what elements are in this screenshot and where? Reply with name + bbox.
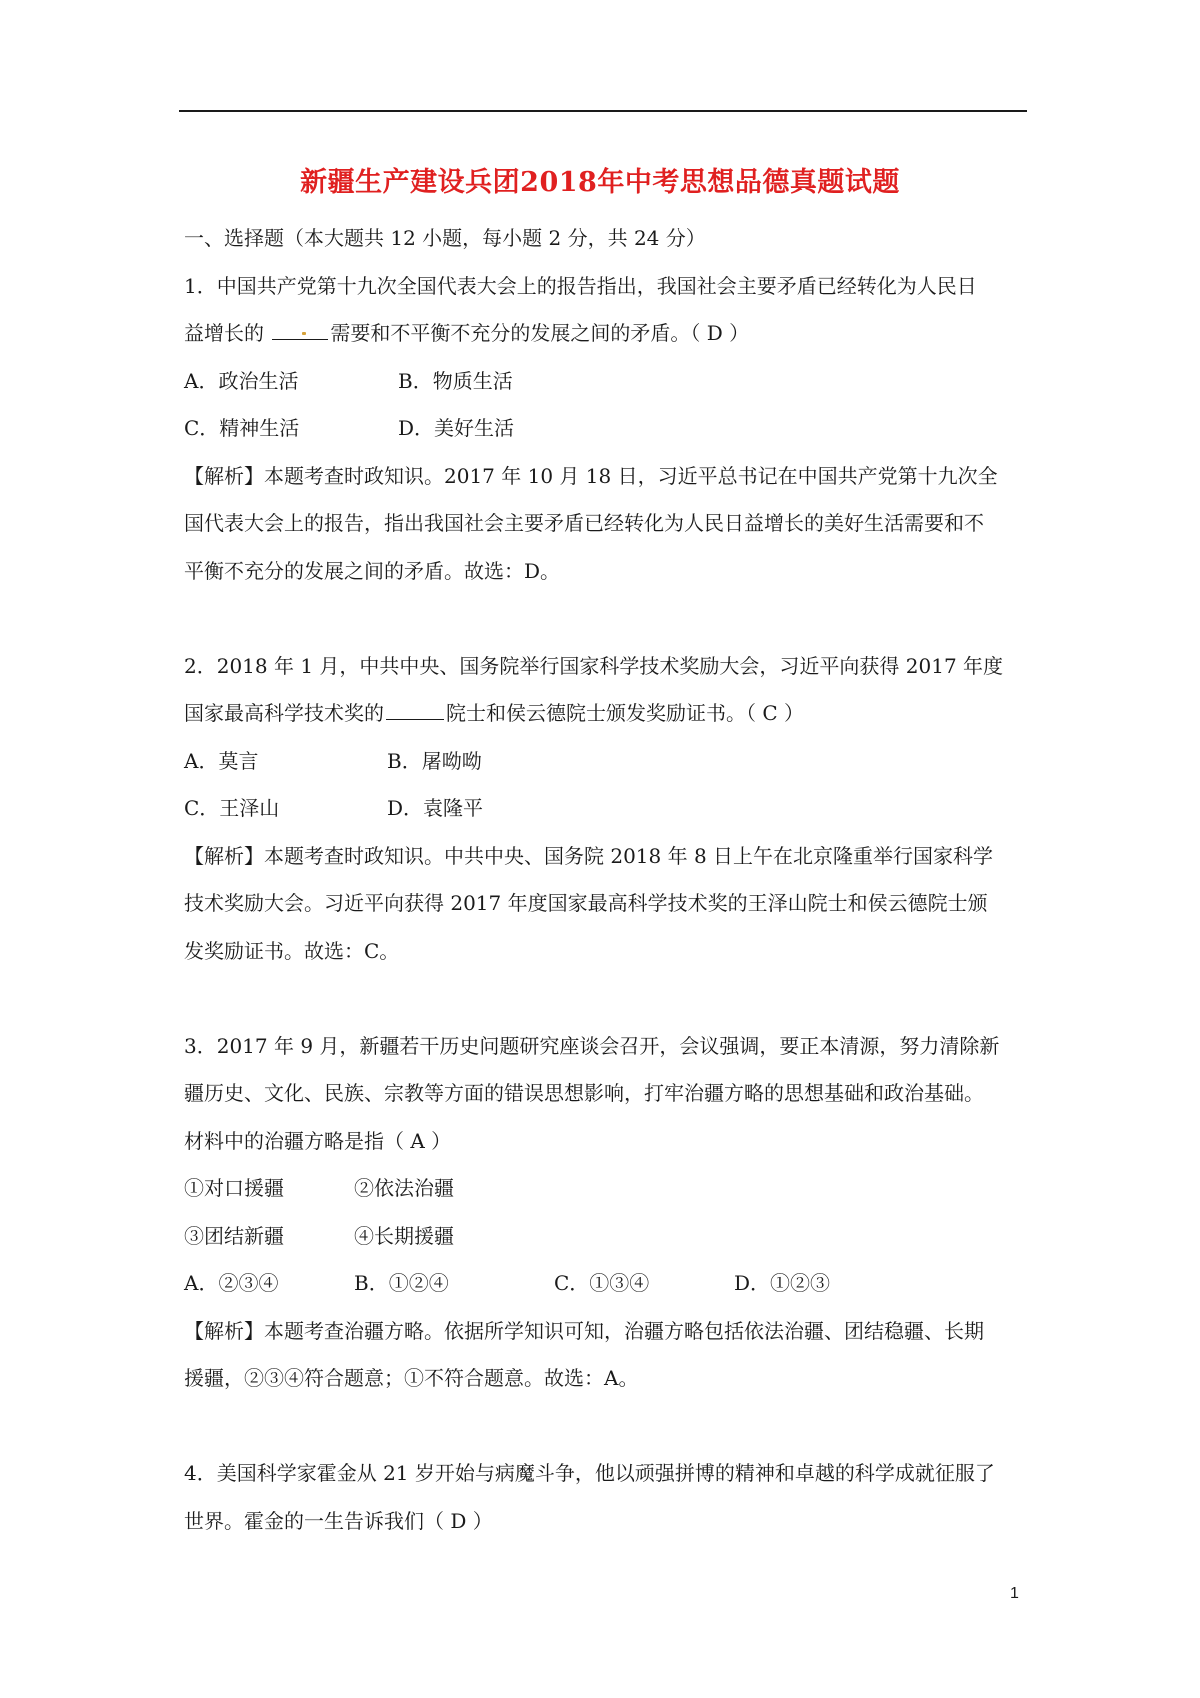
q4-stem-line1: 4．美国科学家霍金从 21 岁开始与病魔斗争，他以顽强拼博的精神和卓越的科学成就征服了 bbox=[184, 1461, 995, 1485]
document-body bbox=[184, 215, 1030, 1545]
q2-stem-line1: 2．2018 年 1 月，中共中央、国务院举行国家科学技术奖励大会，习近平向获得 2017 年度 bbox=[184, 653, 1004, 678]
q3-items-row1 bbox=[184, 1165, 1030, 1213]
q3-items-row2 bbox=[184, 1213, 1030, 1261]
q3-explanation-line1: 【解析】本题考查治疆方略。依据所学知识可知，治疆方略包括依法治疆、团结稳疆、长期 bbox=[184, 1318, 984, 1343]
q2-explanation-line3: 发奖励证书。故选：C。 bbox=[184, 938, 400, 963]
q3-item-4: ④长期援疆 bbox=[354, 1223, 454, 1248]
q2-option-b: B．屠呦呦 bbox=[387, 748, 482, 773]
q3-option-a: A．②③④ bbox=[184, 1271, 279, 1295]
q2-explanation-line2: 技术奖励大会。习近平向获得 2017 年度国家最高科学技术奖的王泽山院士和侯云德院士颁 bbox=[184, 891, 988, 915]
q1-stem-post: 需要和不平衡不充分的发展之间的矛盾。（ D ） bbox=[330, 321, 750, 345]
q3-stem-line1: 3．2017 年 9 月，新疆若干历史问题研究座谈会召开，会议强调，要正本清源，努力清除新 bbox=[184, 1033, 1000, 1058]
q3-explanation-line2: 援疆，②③④符合题意；①不符合题意。故选：A。 bbox=[184, 1366, 639, 1390]
spacer bbox=[184, 1403, 1030, 1451]
q2-options-row2 bbox=[184, 785, 1030, 833]
q1-option-b: B．物质生活 bbox=[398, 368, 513, 393]
scan-speck bbox=[302, 332, 306, 335]
q3-stem-line3: 材料中的治疆方略是指（ A ） bbox=[184, 1128, 452, 1153]
q1-option-a: A．政治生活 bbox=[184, 368, 299, 393]
q1-stem-pre: 益增长的 bbox=[184, 321, 271, 345]
q2-explanation-line1: 【解析】本题考查时政知识。中共中央、国务院 2018 年 8 日上午在北京隆重举行国家科学 bbox=[184, 843, 994, 868]
q3-item-1: ①对口援疆 bbox=[184, 1176, 284, 1200]
q1-stem-line2 bbox=[184, 310, 1030, 358]
q3-item-2: ②依法治疆 bbox=[354, 1176, 454, 1200]
spacer bbox=[184, 595, 1030, 643]
q1-explanation-line1: 【解析】本题考查时政知识。2017 年 10 月 18 日，习近平总书记在中国共产党第十九次全 bbox=[184, 463, 998, 488]
q2-stem-line2 bbox=[184, 690, 1030, 738]
q3-option-d: D．①②③ bbox=[734, 1271, 831, 1295]
q2-option-a: A．莫言 bbox=[184, 748, 259, 773]
q2-stem-pre: 国家最高科学技术奖的 bbox=[184, 701, 384, 725]
q2-options-row1 bbox=[184, 738, 1030, 786]
q2-answer-blank bbox=[386, 699, 444, 720]
q3-option-c: C．①③④ bbox=[554, 1271, 650, 1295]
q2-stem-post: 院士和侯云德院士颁发奖励证书。（ C ） bbox=[446, 701, 805, 725]
q1-explanation-line2: 国代表大会上的报告，指出我国社会主要矛盾已经转化为人民日益增长的美好生活需要和不 bbox=[184, 511, 984, 535]
q1-options-row1 bbox=[184, 358, 1030, 406]
q2-option-d: D．袁隆平 bbox=[387, 796, 484, 820]
q1-option-d: D．美好生活 bbox=[398, 416, 515, 440]
q3-stem-line2: 疆历史、文化、民族、宗教等方面的错误思想影响，打牢治疆方略的思想基础和政治基础。 bbox=[184, 1081, 984, 1105]
document-title: 新疆生产建设兵团2018年中考思想品德真题试题 bbox=[300, 167, 900, 198]
page-number: 1 bbox=[1010, 1585, 1019, 1602]
section-heading: 一、选择题（本大题共 12 小题，每小题 2 分，共 24 分） bbox=[184, 226, 706, 250]
q1-options-row2 bbox=[184, 405, 1030, 453]
q3-option-b: B．①②④ bbox=[354, 1271, 449, 1295]
q1-explanation-line3: 平衡不充分的发展之间的矛盾。故选：D。 bbox=[184, 558, 561, 583]
q1-option-c: C．精神生活 bbox=[184, 416, 300, 440]
header-rule bbox=[179, 110, 1027, 112]
q3-item-3: ③团结新疆 bbox=[184, 1223, 284, 1248]
q4-stem-line2: 世界。霍金的一生告诉我们（ D ） bbox=[184, 1508, 493, 1533]
q3-options-row bbox=[184, 1260, 1030, 1308]
q2-option-c: C．王泽山 bbox=[184, 796, 280, 820]
q1-answer-blank bbox=[272, 319, 328, 340]
spacer bbox=[184, 975, 1030, 1023]
q1-stem-line1: 1．中国共产党第十九次全国代表大会上的报告指出，我国社会主要矛盾已经转化为人民日 bbox=[184, 273, 977, 298]
